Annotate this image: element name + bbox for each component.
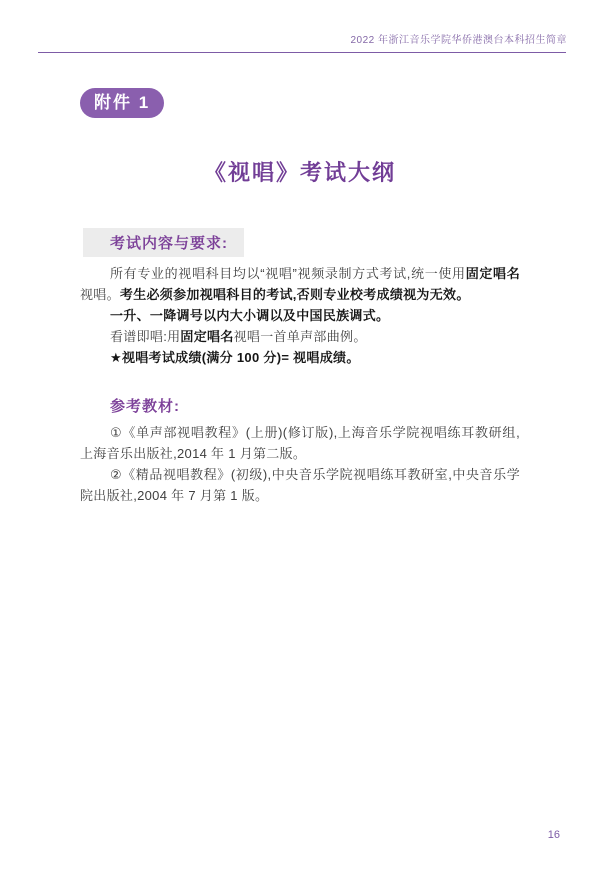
- attachment-badge: 附件 1: [80, 88, 164, 118]
- paragraph: 所有专业的视唱科目均以“视唱”视频录制方式考试,统一使用固定唱名视唱。考生必须参加视唱科目的考试,否则专业校考成绩视为无效。: [80, 266, 520, 302]
- document-header-text: 2022 年浙江音乐学院华侨港澳台本科招生简章: [350, 35, 567, 46]
- section-heading-reference-materials: 参考教材:: [110, 398, 180, 415]
- header-divider-rule: [38, 52, 566, 53]
- reference-materials-paragraphs: [80, 422, 520, 506]
- paragraph: ②《精品视唱教程》(初级),中央音乐学院视唱练耳教研室,中央音乐学院出版社,2004 年 7 月第 1 版。: [80, 467, 520, 503]
- paragraph: ★视唱考试成绩(满分 100 分)= 视唱成绩。: [110, 350, 360, 365]
- paragraph: ①《单声部视唱教程》(上册)(修订版),上海音乐学院视唱练耳教研组,上海音乐出版社,2014 年 1 月第二版。: [80, 425, 520, 461]
- paragraph: 看谱即唱:用固定唱名视唱一首单声部曲例。: [110, 329, 367, 344]
- section-heading-exam-requirements: 考试内容与要求:: [83, 228, 244, 257]
- paragraph: 一升、一降调号以内大小调以及中国民族调式。: [110, 308, 390, 323]
- exam-requirements-paragraphs: [80, 263, 520, 368]
- page-title: 《视唱》考试大纲: [203, 160, 396, 185]
- content-column: [80, 228, 520, 506]
- page-number: 16: [547, 829, 560, 841]
